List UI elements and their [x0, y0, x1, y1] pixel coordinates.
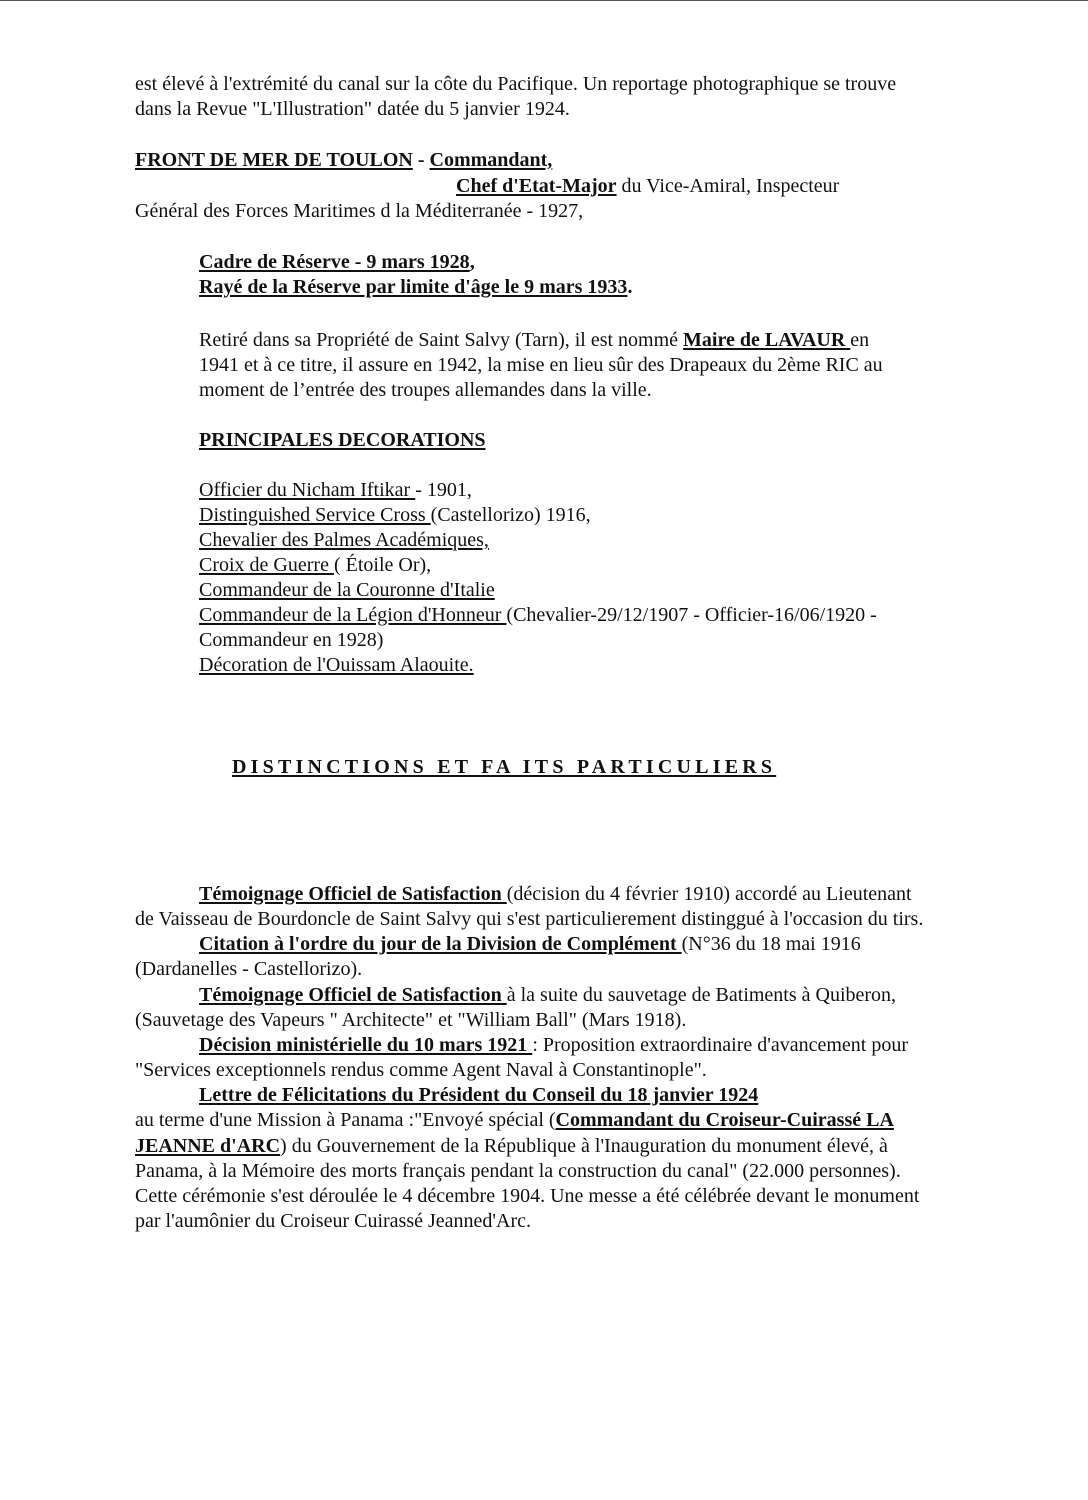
reserve-line-2-tail: .: [627, 276, 633, 298]
chef-etat-major-title: Chef d'Etat-Major: [456, 175, 617, 197]
decoration-item: [199, 553, 431, 578]
decoration-item: [199, 578, 495, 603]
distinction-title: Témoignage Officiel de Satisfaction: [199, 984, 507, 1006]
distinction-5-line-3: [135, 1134, 888, 1159]
raye-de-la-reserve: Rayé de la Réserve par limite d'âge le 9 mars 1933: [199, 276, 628, 298]
distinction-text: : Proposition extraordinaire d'avancement pour: [532, 1034, 909, 1056]
distinction-3-line-1: [199, 983, 896, 1008]
decoration-title: Distinguished Service Cross: [199, 504, 431, 526]
retire-line-2: 1941 et à ce titre, il assure en 1942, la mise en lieu sûr des Drapeaux du 2ème RIC au: [199, 354, 883, 376]
front-de-mer-title: FRONT DE MER DE TOULON: [135, 149, 413, 171]
decoration-title: Chevalier des Palmes Académiques,: [199, 529, 489, 551]
decoration-title: Officier du Nicham Iftikar: [199, 479, 416, 501]
distinction-text: (N°36 du 18 mai 1916: [681, 933, 861, 955]
decoration-detail: (Castellorizo) 1916,: [430, 504, 591, 526]
distinction-5-line-5: Cette cérémonie s'est déroulée le 4 décembre 1904. Une messe a été célébrée devant le monument: [135, 1185, 920, 1207]
distinction-5-line-6: par l'aumônier du Croiseur Cuirassé Jeanned'Arc.: [135, 1210, 531, 1232]
decoration-title: Croix de Guerre: [199, 554, 334, 576]
distinction-5-line-4: Panama, à la Mémoire des morts français pendant la construction du canal" (22.000 personnes).: [135, 1160, 901, 1182]
decoration-title: Commandeur de la Légion d'Honneur: [199, 604, 507, 626]
distinction-title: Citation à l'ordre du jour de la Division de Complément: [199, 933, 682, 955]
distinction-4-line-2: "Services exceptionnels rendus comme Agent Naval à Constantinople".: [135, 1059, 707, 1081]
distinction-2-line-2: (Dardanelles - Castellorizo).: [135, 958, 363, 980]
retire-text-end: en: [850, 329, 870, 351]
jeanne-d-arc-title: JEANNE d'ARC: [135, 1135, 281, 1157]
decoration-item: [199, 478, 472, 503]
reserve-line-1: [199, 250, 475, 275]
reserve-line-1-tail: ,: [469, 251, 475, 273]
distinctions-heading: DISTINCTIONS ET FA ITS PARTICULIERS: [232, 756, 777, 778]
distinction-text: (décision du 4 février 1910) accordé au Lieutenant: [506, 883, 912, 905]
distinction-text: à la suite du sauvetage de Batiments à Quiberon,: [506, 984, 897, 1006]
retire-line-1: [199, 328, 869, 353]
decoration-item: [199, 503, 591, 528]
distinction-title: Décision ministérielle du 10 mars 1921: [199, 1034, 533, 1056]
distinction-4-line-1: [199, 1033, 908, 1058]
front-de-mer-heading: [135, 148, 552, 173]
chef-etat-major-line: [456, 174, 839, 199]
decorations-heading: PRINCIPALES DECORATIONS: [199, 429, 486, 451]
distinction-1-line-2: de Vaisseau de Bourdoncle de Saint Salvy qui s'est particulierement distinggué à l'occasion du tirs.: [135, 908, 924, 930]
front-de-mer-rank: Commandant,: [429, 149, 553, 171]
chef-etat-major-text: du Vice-Amiral, Inspecteur: [616, 175, 840, 197]
maire-de-lavaur: Maire de LAVAUR: [683, 329, 851, 351]
decoration-detail: (Chevalier-29/12/1907 - Officier-16/06/1920 -: [506, 604, 877, 626]
decoration-item: [199, 603, 877, 628]
distinction-title: Témoignage Officiel de Satisfaction: [199, 883, 507, 905]
decoration-item: [199, 628, 383, 653]
reserve-line-2: [199, 275, 632, 300]
intro-line-1: est élevé à l'extrémité du canal sur la côte du Pacifique. Un reportage photographique se trouve: [135, 73, 897, 95]
distinction-2-line-1: [199, 932, 861, 957]
decoration-item: [199, 653, 474, 678]
cadre-de-reserve: Cadre de Réserve - 9 mars 1928: [199, 251, 470, 273]
page-top-border: [0, 0, 1088, 1]
retire-text: Retiré dans sa Propriété de Saint Salvy (Tarn), il est nommé: [199, 329, 684, 351]
distinction-3-line-2: (Sauvetage des Vapeurs " Architecte" et "William Ball" (Mars 1918).: [135, 1009, 687, 1031]
distinction-5-title: Lettre de Félicitations du Président du Conseil du 18 janvier 1924: [199, 1084, 759, 1106]
front-de-mer-separator: -: [412, 149, 430, 171]
croiseur-title: Commandant du Croiseur-Cuirassé LA: [555, 1109, 894, 1131]
distinction-5-line-2: [135, 1108, 894, 1133]
decoration-title: Commandeur de la Couronne d'Italie: [199, 579, 495, 601]
intro-line-2: dans la Revue "L'Illustration" datée du 5 janvier 1924.: [135, 98, 570, 120]
decoration-detail: - 1901,: [415, 479, 472, 501]
retire-line-3: moment de l’entrée des troupes allemandes dans la ville.: [199, 379, 652, 401]
front-de-mer-line-3: Général des Forces Maritimes d la Méditerranée - 1927,: [135, 200, 584, 222]
decoration-detail: ( Étoile Or),: [333, 554, 432, 576]
decoration-item: [199, 528, 489, 553]
distinction-text: ) du Gouvernement de la République à l'Inauguration du monument élevé, à: [280, 1135, 888, 1157]
distinction-text: au terme d'une Mission à Panama :"Envoyé spécial (: [135, 1109, 556, 1131]
decoration-detail: Commandeur en 1928): [199, 629, 384, 651]
decoration-title: Décoration de l'Ouissam Alaouite.: [199, 654, 474, 676]
distinction-1-line-1: [199, 882, 912, 907]
